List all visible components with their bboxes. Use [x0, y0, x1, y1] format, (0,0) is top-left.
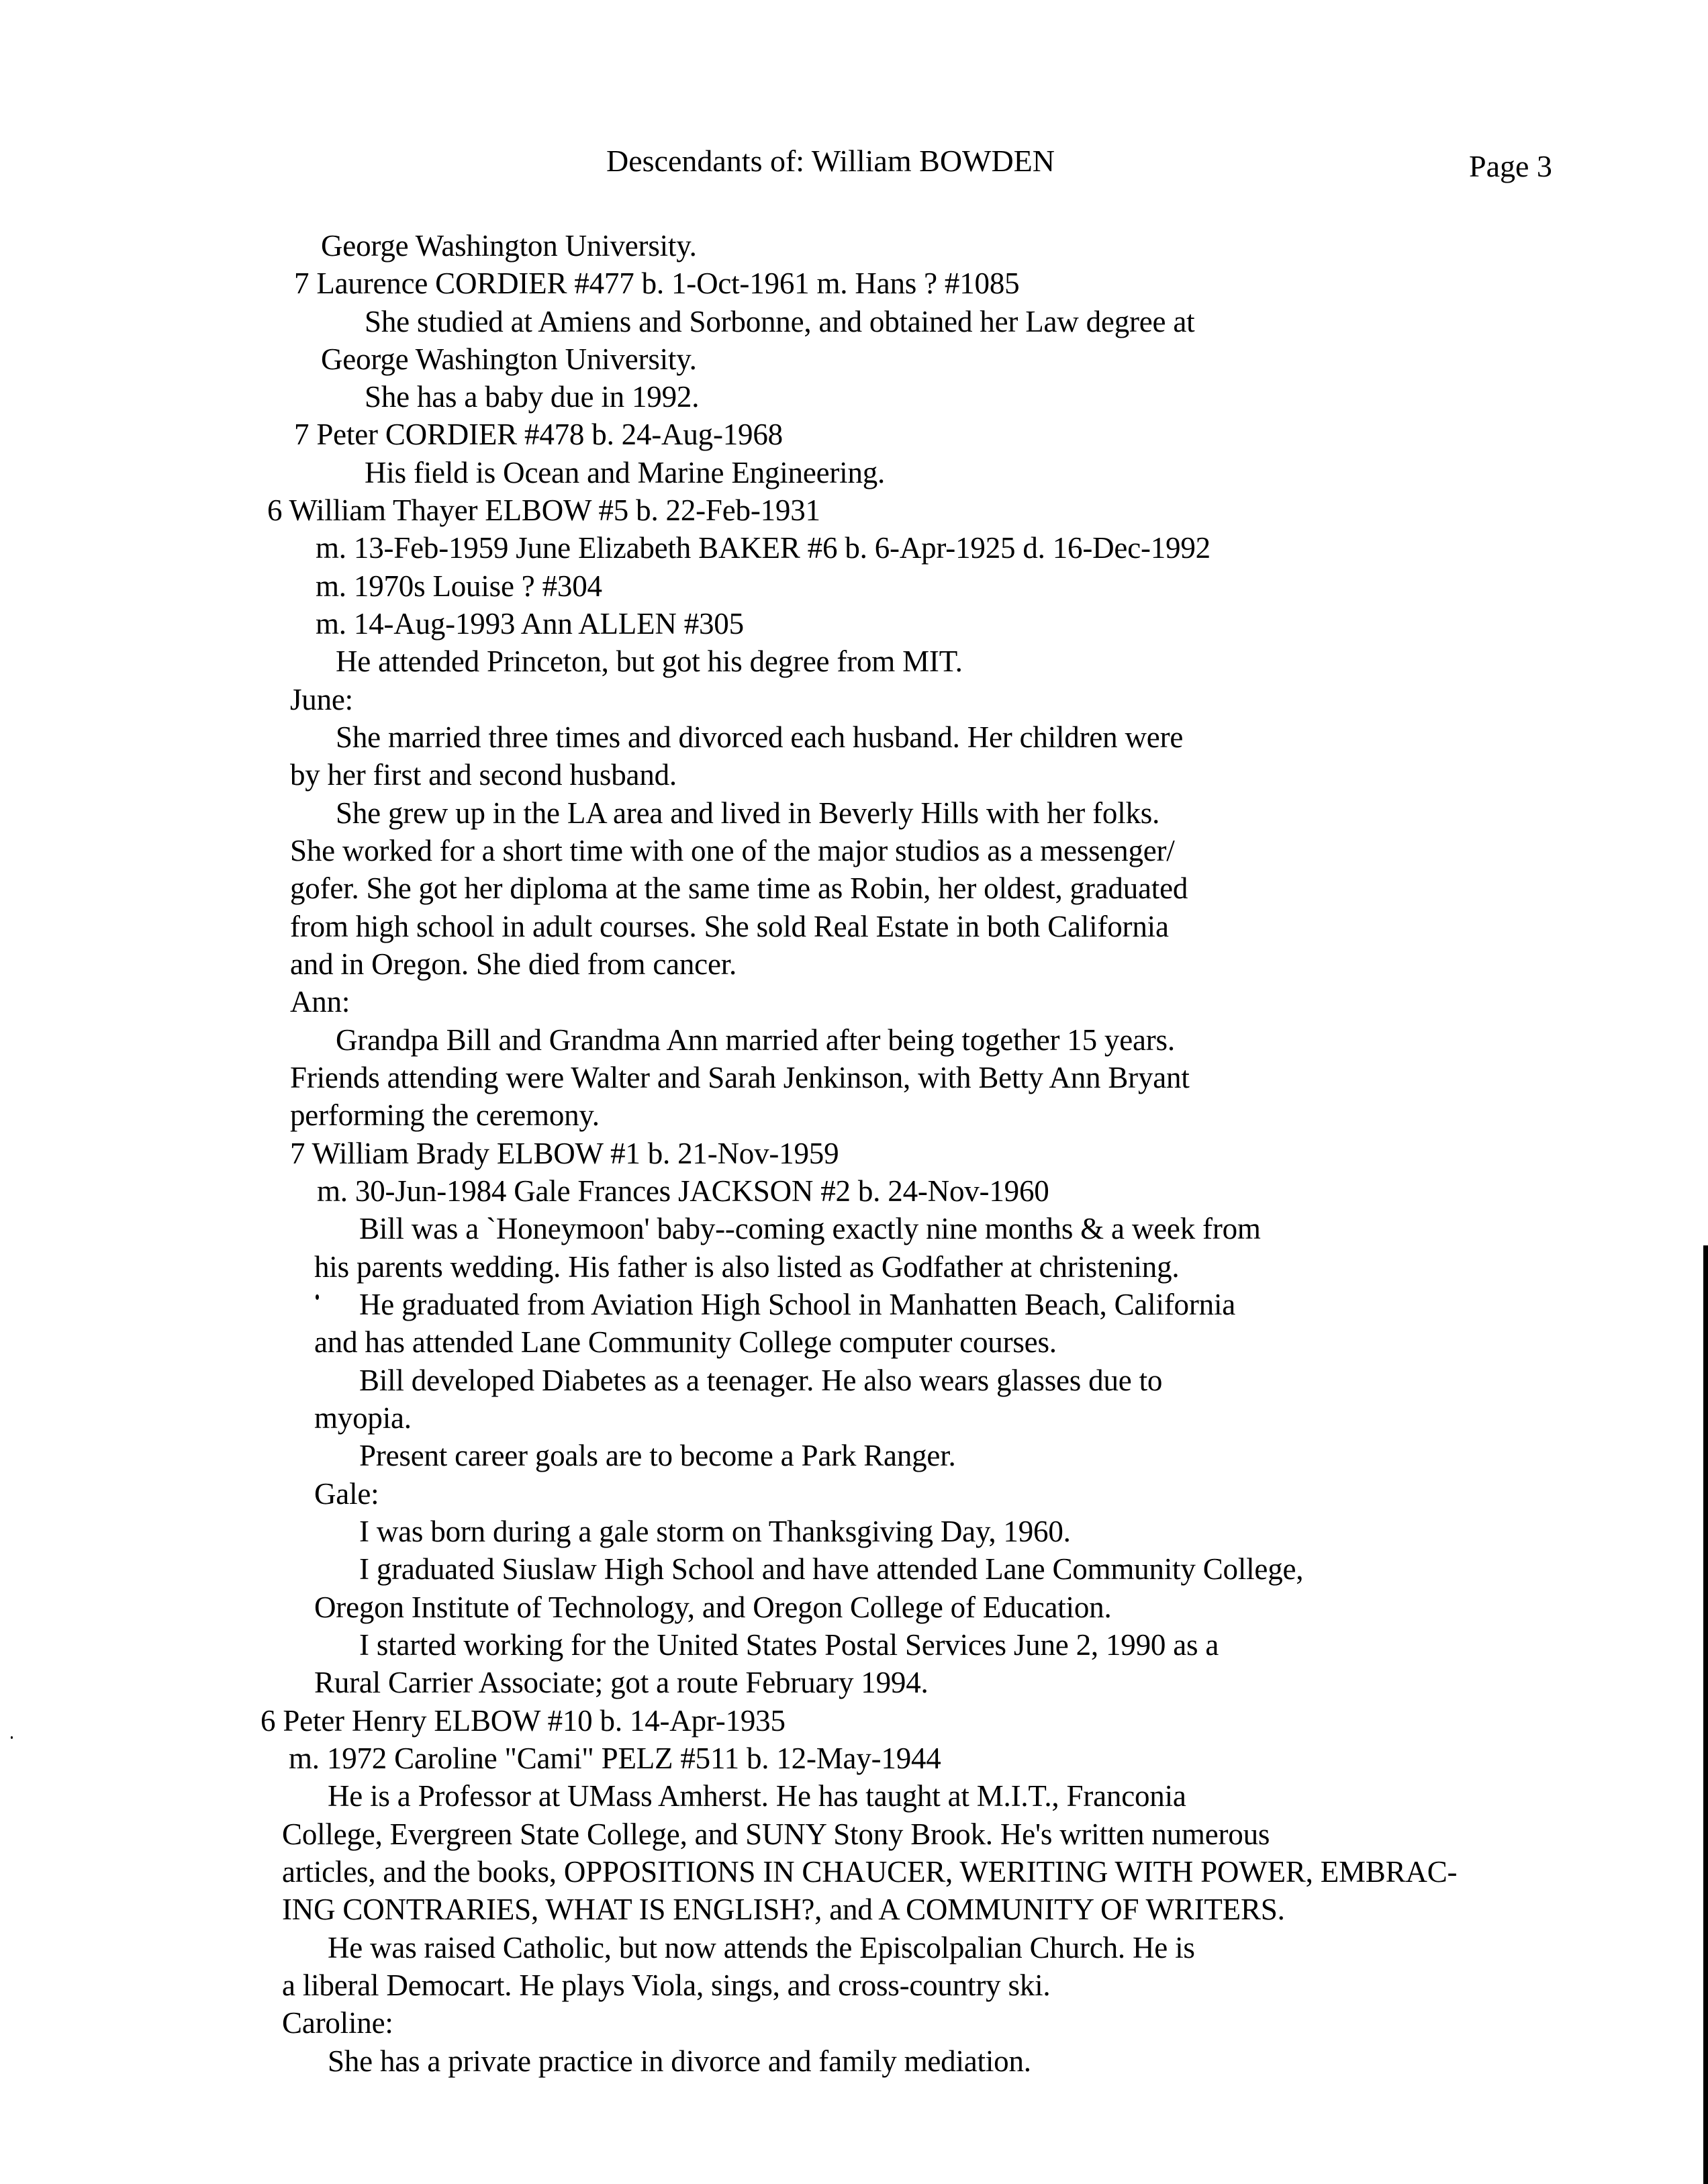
text-line: I graduated Siuslaw High School and have attended Lane Community College, — [359, 1552, 1304, 1586]
text-line: She studied at Amiens and Sorbonne, and obtained her Law degree at — [365, 305, 1195, 338]
text-line: m. 13-Feb-1959 June Elizabeth BAKER #6 b. 6-Apr-1925 d. 16-Dec-1992 — [316, 531, 1211, 565]
text-line: She grew up in the LA area and lived in Beverly Hills with her folks. — [336, 796, 1160, 830]
text-line: She married three times and divorced each husband. Her children were — [336, 720, 1184, 754]
text-line: He was raised Catholic, but now attends the Episcolpalian Church. He is — [328, 1931, 1195, 1964]
text-line: m. 1970s Louise ? #304 — [316, 569, 602, 603]
text-line: 6 Peter Henry ELBOW #10 b. 14-Apr-1935 — [260, 1704, 786, 1738]
text-line: George Washington University. — [321, 229, 697, 263]
text-line: She has a baby due in 1992. — [365, 380, 700, 414]
text-line: 6 William Thayer ELBOW #5 b. 22-Feb-1931 — [267, 493, 820, 527]
text-line: George Washington University. — [321, 342, 697, 376]
text-line: 7 Peter CORDIER #478 b. 24-Aug-1968 — [294, 418, 783, 451]
text-line: She worked for a short time with one of the major studios as a messenger/ — [290, 834, 1175, 867]
text-line: Rural Carrier Associate; got a route February 1994. — [314, 1666, 929, 1699]
text-line: myopia. — [314, 1401, 412, 1435]
text-line: Ann: — [290, 985, 350, 1018]
text-line: His field is Ocean and Marine Engineering. — [365, 456, 886, 489]
text-line: He is a Professor at UMass Amherst. He has taught at M.I.T., Franconia — [328, 1779, 1186, 1813]
page-header-title: Descendants of: William BOWDEN — [606, 144, 1055, 178]
scan-speck — [11, 1736, 13, 1739]
text-line: She has a private practice in divorce and family mediation. — [328, 2044, 1031, 2078]
text-line: I was born during a gale storm on Thanksgiving Day, 1960. — [359, 1515, 1071, 1548]
scan-edge-line — [1703, 1245, 1708, 2184]
text-line: I started working for the United States Postal Services June 2, 1990 as a — [359, 1628, 1219, 1662]
text-line: his parents wedding. His father is also listed as Godfather at christening. — [314, 1250, 1180, 1284]
text-line: Oregon Institute of Technology, and Oregon College of Education. — [314, 1590, 1112, 1624]
text-line: Bill was a `Honeymoon' baby--coming exactly nine months & a week from — [359, 1212, 1261, 1245]
text-line: m. 14-Aug-1993 Ann ALLEN #305 — [316, 607, 744, 640]
text-line: Gale: — [314, 1477, 379, 1511]
text-line: 7 William Brady ELBOW #1 b. 21-Nov-1959 — [290, 1137, 839, 1170]
text-line: Bill developed Diabetes as a teenager. He also wears glasses due to — [359, 1364, 1163, 1397]
text-line: Friends attending were Walter and Sarah Jenkinson, with Betty Ann Bryant — [290, 1061, 1190, 1094]
text-line: articles, and the books, OPPOSITIONS IN CHAUCER, WERITING WITH POWER, EMBRAC- — [282, 1855, 1458, 1889]
text-line: gofer. She got her diploma at the same time as Robin, her oldest, graduated — [290, 871, 1188, 905]
text-line: and in Oregon. She died from cancer. — [290, 947, 737, 981]
scan-speck — [316, 1294, 319, 1300]
text-line: ING CONTRARIES, WHAT IS ENGLISH?, and A COMMUNITY OF WRITERS. — [282, 1893, 1285, 1926]
text-line: m. 1972 Caroline "Cami" PELZ #511 b. 12-May-1944 — [289, 1742, 941, 1775]
text-line: a liberal Democart. He plays Viola, sings, and cross-country ski. — [282, 1968, 1051, 2002]
text-line: Present career goals are to become a Park Ranger. — [359, 1439, 956, 1472]
text-line: Caroline: — [282, 2006, 393, 2040]
text-line: m. 30-Jun-1984 Gale Frances JACKSON #2 b. 24-Nov-1960 — [317, 1174, 1049, 1208]
text-line: performing the ceremony. — [290, 1098, 600, 1132]
text-line: College, Evergreen State College, and SUNY Stony Brook. He's written numerous — [282, 1817, 1270, 1851]
text-line: He attended Princeton, but got his degree from MIT. — [336, 645, 963, 678]
text-line: by her first and second husband. — [290, 758, 677, 792]
text-line: 7 Laurence CORDIER #477 b. 1-Oct-1961 m. Hans ? #1085 — [294, 267, 1020, 300]
text-line: and has attended Lane Community College computer courses. — [314, 1325, 1057, 1359]
text-line: June: — [290, 683, 353, 716]
page-number: Page 3 — [1469, 149, 1552, 183]
text-line: from high school in adult courses. She sold Real Estate in both California — [290, 910, 1169, 943]
text-line: Grandpa Bill and Grandma Ann married after being together 15 years. — [336, 1023, 1175, 1057]
text-line: He graduated from Aviation High School in Manhatten Beach, California — [359, 1288, 1236, 1321]
